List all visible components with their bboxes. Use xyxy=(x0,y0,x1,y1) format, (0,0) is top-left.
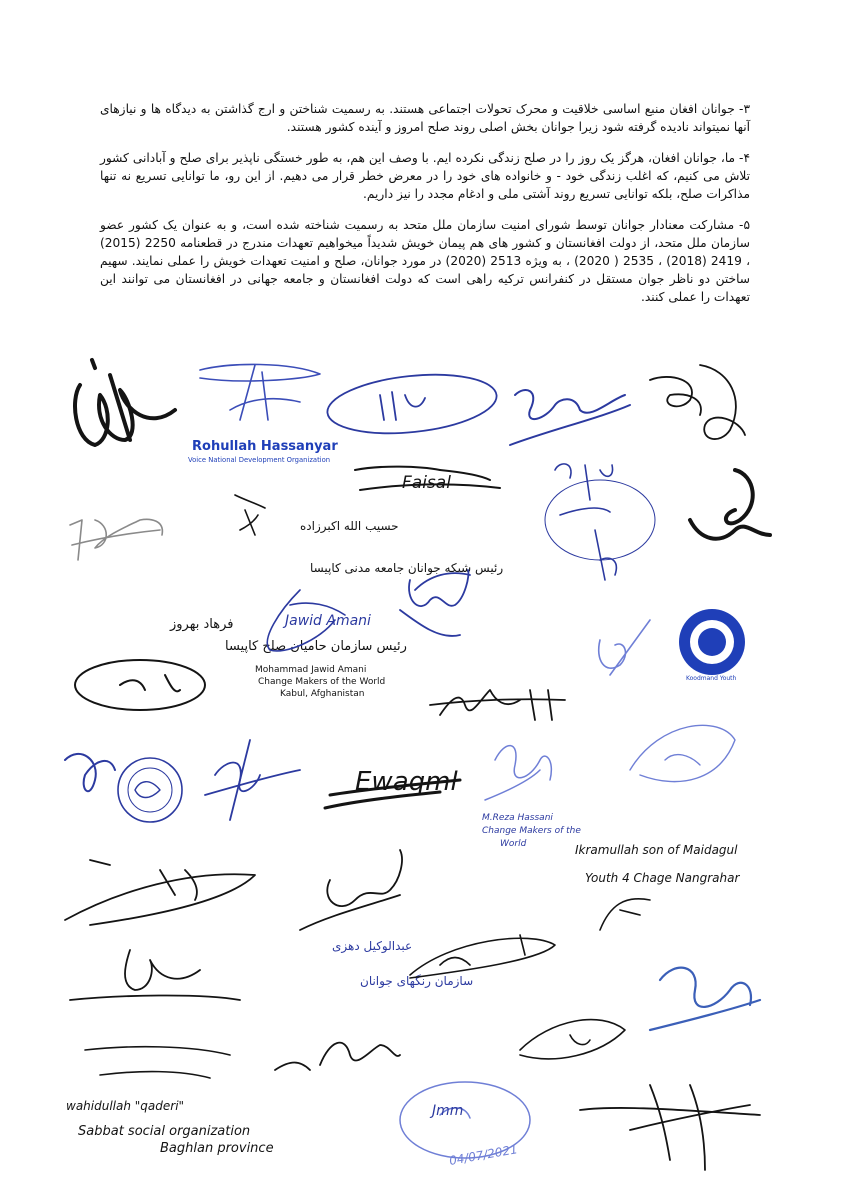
wide-sig-label: Ewaqml xyxy=(355,767,458,797)
statement-text xyxy=(100,100,750,319)
paragraph-4: ۴- ما، جوانان افغان، هرگز یک روز را در صلح زندگی نکرده ایم. با وصف این هم، به طور خستگی ناپذیر برای صلح و آبادانی کشور تلاش می کنیم، که اغلب زندگی خود - و خانواده های خود را در معرض خطر قرار می دهیم. از این رو، ما توانایی تسریع نه تنها مذاکرات صلح، بلکه توانایی تسریع روند آشتی ملی و ادغام مجدد را نیز داریم. xyxy=(100,151,750,201)
signature-9 xyxy=(235,495,265,535)
abdul-line1: عبدالوکیل دهزی xyxy=(332,939,413,953)
reza-line3: World xyxy=(500,839,527,849)
wahid-line1: wahidullah "qaderi" xyxy=(66,1099,185,1113)
paragraph-5: ۵- مشارکت معنادار جوانان توسط شورای امنیت سازمان ملل متحد به رسمیت شناخته شده است، و به عنوان یک کشور عضو سازمان ملل متحد، از دولت افغانستان و کشور های هم پیمان خویش شدیداً میخواهیم تعهدات مندرج در قطعنامه 2250 (2015) ، 2419 (2018) ، 2535 ( 2020) ، به ویژه 2513 (2020) در مورد جوانان، صلح و امنیت تعهدات خویش را عملی نمایند. سهیم ساختن دو ناظر جوان مستقل در کنفرانس ترکیه راهی است که دولت افغانستان و جامعه جهانی در افغانستان می توانند این تعهدات را عملی کنند. xyxy=(100,218,750,304)
signature-13 xyxy=(65,754,115,791)
rohullah-org: Voice National Development Organization xyxy=(188,456,331,464)
signature-18 xyxy=(600,899,650,930)
farhad-line1: فرهاد بهروز xyxy=(170,617,234,632)
rohullah-stamp xyxy=(188,439,338,464)
stamp-text: Koodmand Youth xyxy=(686,675,737,682)
signature-15 xyxy=(630,725,735,781)
signature-4 xyxy=(510,390,630,445)
farhad-line2: رئیس سازمان حامیان صلح کاپیسا xyxy=(225,639,407,654)
stamp-sig-label: Jmm xyxy=(432,1103,464,1119)
reza-signature xyxy=(485,746,551,800)
signature-3 xyxy=(325,367,500,440)
paragraph-3: ۳- جوانان افغان منبع اساسی خلاقیت و محرک تحولات اجتماعی هستند. به رسمیت شناختن و ارج گذاشتن به دیدگاه ها و نیازهای آنها نمیتواند نادیده گرفته شود زیرا جوانان بخش اصلی روند صلح امروز و آینده کشور هستند. xyxy=(100,102,750,134)
jawid-sig-label: Jawid Amani xyxy=(285,613,371,629)
faisal-label: Faisal xyxy=(402,473,451,493)
signatures-area xyxy=(0,340,848,1200)
signature-20 xyxy=(410,935,555,978)
jawid-line1: Mohammad Jawid Amani xyxy=(255,665,367,675)
signature-19 xyxy=(70,950,240,1000)
youth-stamp xyxy=(679,609,745,682)
date-label: 04/07/2021 xyxy=(448,1142,519,1168)
signature-14 xyxy=(205,740,300,820)
signature-1 xyxy=(75,360,175,445)
signature-5 xyxy=(650,365,745,439)
hasibullah-line1: حسیب الله اکبرزاده xyxy=(300,519,399,533)
ikramullah-line2: Youth 4 Chage Nangrahar xyxy=(585,871,740,885)
abdul-line2: سازمان رنگهای جوانان xyxy=(360,974,474,988)
signature-11 xyxy=(430,690,565,720)
signature-7 xyxy=(690,470,770,539)
signature-17 xyxy=(300,850,402,930)
rohullah-name: Rohullah Hassanyar xyxy=(192,439,338,454)
signature-8 xyxy=(70,519,162,560)
signature-16 xyxy=(65,860,255,925)
signature-2 xyxy=(200,364,320,420)
reza-line2: Change Makers of the xyxy=(482,826,581,836)
ikramullah-line1: Ikramullah son of Maidagul xyxy=(575,843,738,857)
signature-25 xyxy=(580,1085,760,1170)
signatures-svg xyxy=(0,340,848,1200)
reza-line1: M.Reza Hassani xyxy=(482,813,553,823)
wahid-line2: Sabbat social organization xyxy=(78,1124,251,1139)
wahid-line3: Baghlan province xyxy=(160,1141,274,1156)
signature-6 xyxy=(545,464,655,580)
signature-22 xyxy=(275,1043,400,1070)
signature-wahid xyxy=(85,1047,230,1078)
signature-12 xyxy=(599,620,650,675)
jawid-line2: Change Makers of the World xyxy=(258,677,386,687)
signature-21 xyxy=(650,968,760,1030)
emblem-stamp xyxy=(118,758,182,822)
signature-farhad xyxy=(75,660,205,710)
hasibullah-line2: رئیس شبکه جوانان جامعه مدنی کاپیسا xyxy=(310,561,504,575)
jawid-line3: Kabul, Afghanistan xyxy=(280,689,365,699)
signature-10 xyxy=(400,570,470,636)
signature-23 xyxy=(520,1020,625,1059)
